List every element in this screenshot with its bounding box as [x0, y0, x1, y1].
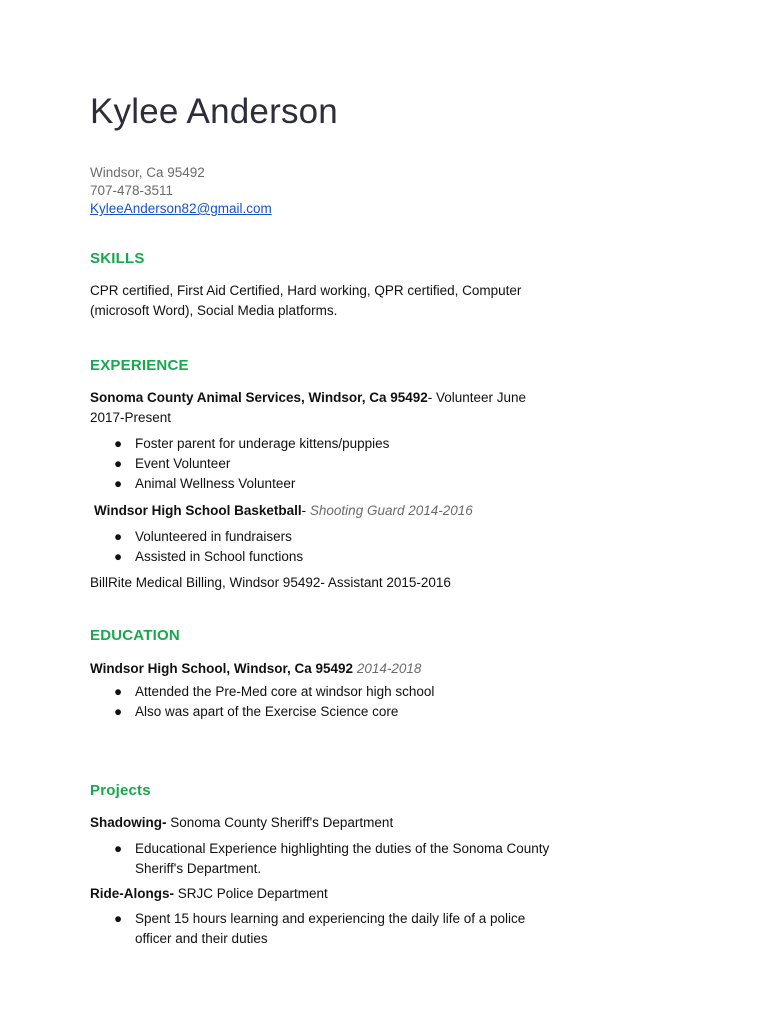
bullet-icon: ●: [114, 549, 123, 564]
job-organization: Sonoma County Animal Services, Windsor, Ca 95492: [90, 390, 428, 405]
list-item: ● Animal Wellness Volunteer: [90, 474, 570, 494]
education-entry: [90, 659, 570, 722]
job-dash: -: [301, 503, 307, 518]
projects-heading: Projects: [90, 782, 151, 799]
bullet-icon: ●: [114, 841, 123, 856]
school-name: Windsor High School, Windsor, Ca 95492: [90, 661, 354, 676]
projects-section: [90, 782, 570, 799]
experience-job-3: [90, 573, 570, 593]
project-title: Shadowing-: [90, 815, 167, 830]
skills-line: CPR certified, First Aid Certified, Hard working, QPR certified, Computer: [90, 283, 522, 298]
bullet-icon: ●: [114, 684, 123, 699]
list-item: ● Educational Experience highlighting the duties of the Sonoma County Sheriff's Department.: [114, 841, 550, 876]
email-link[interactable]: KyleeAnderson82@gmail.com: [90, 201, 272, 216]
job-title-line: [90, 388, 570, 408]
job-role: - Volunteer June: [427, 390, 527, 405]
skills-line: (microsoft Word), Social Media platforms.: [90, 303, 338, 318]
bullet-icon: ●: [114, 529, 123, 544]
project-1: [90, 813, 570, 879]
job-dates: 2017-Present: [90, 410, 172, 425]
project-bullet-list: [90, 909, 570, 949]
job-bullet-list: [90, 434, 570, 494]
list-item: ● Volunteered in fundraisers: [90, 527, 570, 547]
skills-heading: SKILLS: [90, 250, 145, 267]
project-title-line: [90, 813, 570, 833]
job-title-line: BillRite Medical Billing, Windsor 95492- Assistant 2015-2016: [90, 575, 451, 590]
project-title: Ride-Alongs-: [90, 886, 174, 901]
experience-job-2: [94, 501, 574, 521]
project-title-line: [90, 884, 570, 904]
bullet-icon: ●: [114, 436, 123, 451]
list-item: ● Also was apart of the Exercise Science core: [90, 702, 570, 722]
project-2: [90, 884, 570, 949]
experience-job-1: [90, 388, 570, 494]
bullet-icon: ●: [114, 476, 123, 491]
skills-body: [90, 281, 570, 321]
job-organization: Windsor High School Basketball: [94, 503, 302, 518]
school-line: [90, 659, 570, 679]
list-item: ● Spent 15 hours learning and experiencing the daily life of a police officer and their duties: [114, 911, 526, 946]
bullet-icon: ●: [114, 456, 123, 471]
job-title-line: [94, 501, 574, 521]
experience-job-2-bullets: [90, 527, 570, 567]
experience-heading: EXPERIENCE: [90, 357, 189, 374]
project-org: Sonoma County Sheriff's Department: [166, 815, 394, 830]
phone-text: 707-478-3511: [90, 183, 174, 198]
education-heading: EDUCATION: [90, 627, 180, 644]
education-section: [90, 627, 570, 644]
job-role: Shooting Guard 2014-2016: [306, 503, 473, 518]
bullet-icon: ●: [114, 704, 123, 719]
skills-section: [90, 250, 570, 267]
school-years: 2014-2018: [353, 661, 422, 676]
applicant-name: Kylee Anderson: [90, 92, 338, 131]
experience-section: [90, 357, 570, 374]
list-item: ● Attended the Pre-Med core at windsor high school: [90, 682, 570, 702]
bullet-icon: ●: [114, 911, 123, 926]
project-bullet-list: [90, 839, 570, 879]
job-bullet-list: [90, 527, 570, 567]
address-text: Windsor, Ca 95492: [90, 165, 205, 180]
list-item: ● Event Volunteer: [90, 454, 570, 474]
contact-block: [90, 164, 272, 218]
list-item: ● Foster parent for underage kittens/puppies: [90, 434, 570, 454]
education-bullet-list: [90, 682, 570, 722]
list-item: ● Assisted in School functions: [90, 547, 570, 567]
project-org: SRJC Police Department: [174, 886, 328, 901]
